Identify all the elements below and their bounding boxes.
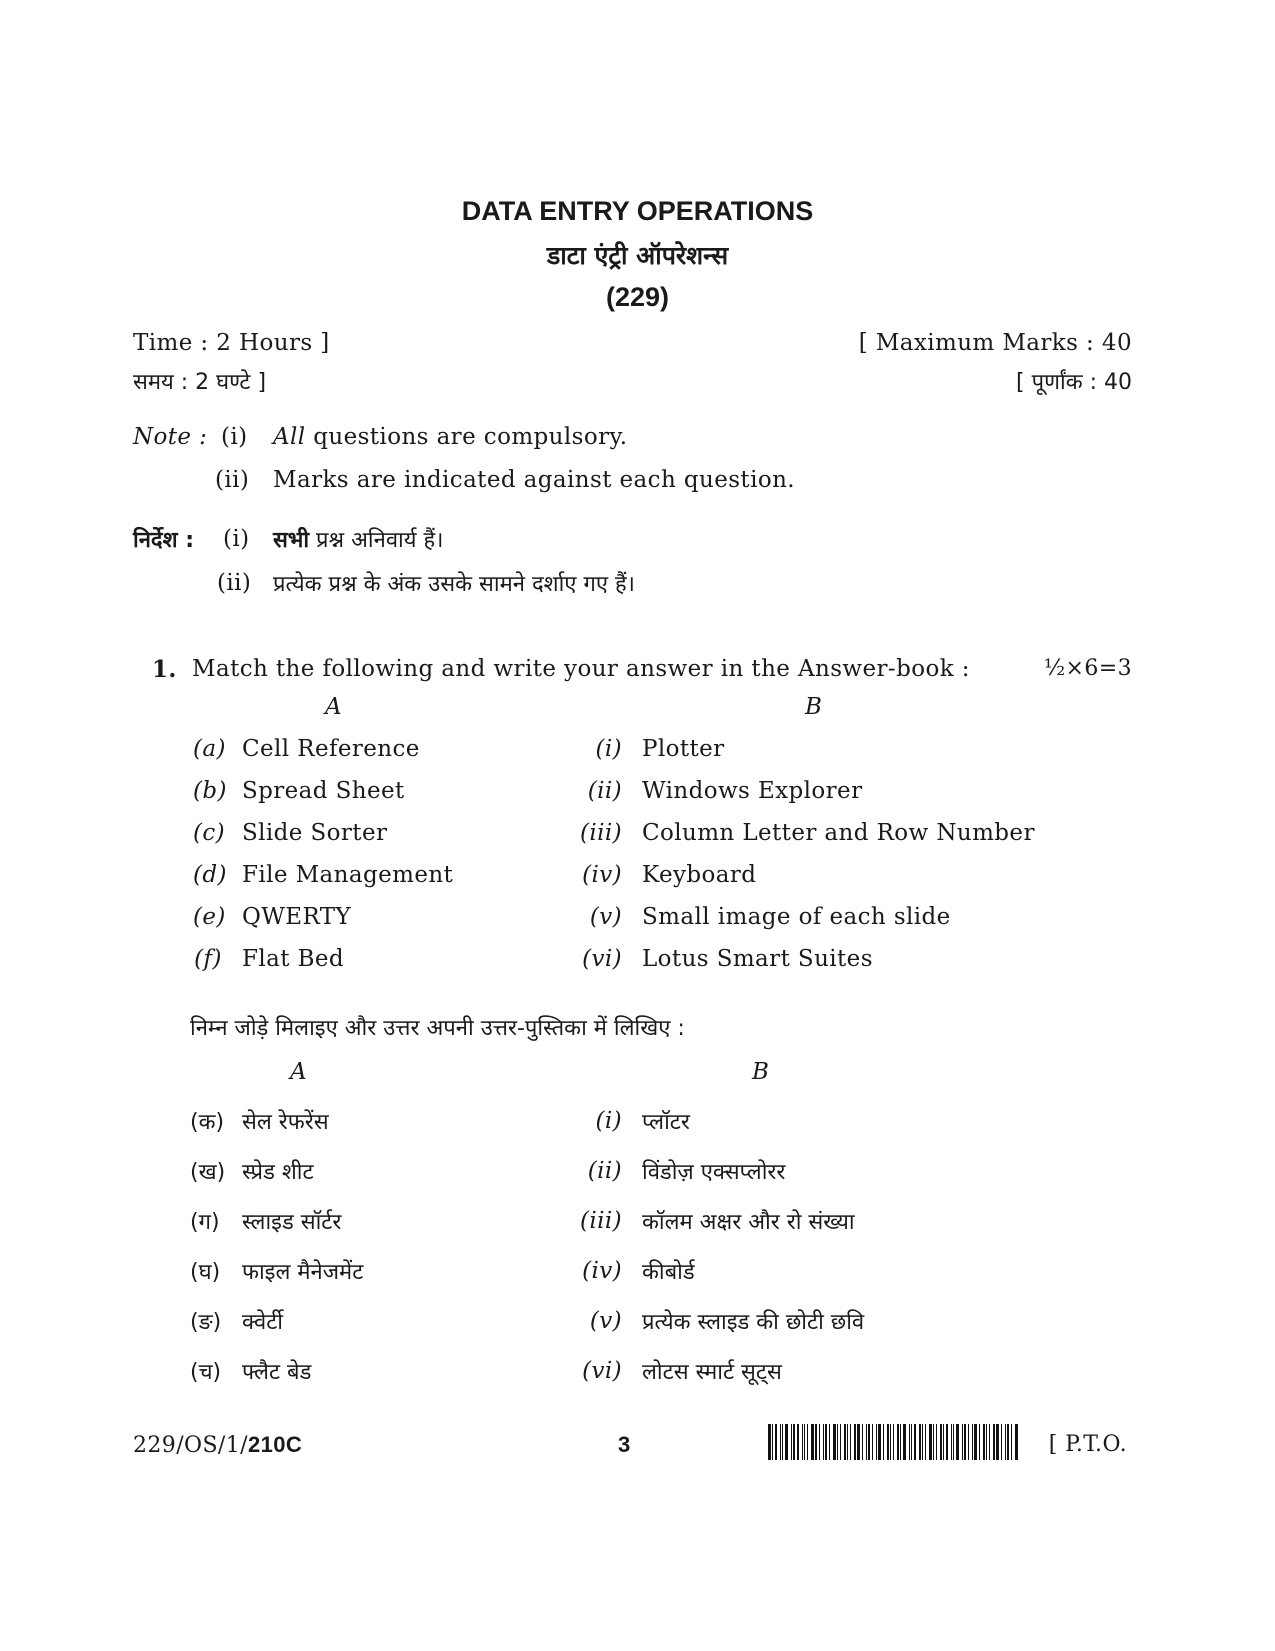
left-item-label: (b) bbox=[193, 778, 227, 804]
left-item-text-hindi: फाइल मैनेजमेंट bbox=[242, 1260, 364, 1285]
right-item-text-hindi: प्लॉटर bbox=[642, 1110, 690, 1135]
barcode-bar bbox=[782, 1424, 783, 1460]
barcode-bar bbox=[911, 1424, 912, 1460]
right-item-text-hindi: विंडोज़ एक्सप्लोरर bbox=[642, 1160, 786, 1185]
barcode-bar bbox=[943, 1424, 944, 1460]
left-item-label-hindi: (ख) bbox=[190, 1160, 226, 1185]
note-label-hindi: निर्देश : bbox=[133, 528, 195, 553]
column-b-header: B bbox=[805, 694, 823, 720]
right-item-label: (iii) bbox=[580, 820, 623, 846]
barcode-bar bbox=[974, 1424, 977, 1460]
paper-code: (229) bbox=[605, 282, 670, 312]
note-item-rest: questions are compulsory. bbox=[305, 424, 628, 450]
barcode-bar bbox=[862, 1424, 863, 1460]
barcode-bar bbox=[768, 1424, 771, 1460]
question-text: Match the following and write your answer in the Answer-book : bbox=[192, 656, 970, 682]
barcode-bar bbox=[847, 1424, 848, 1460]
barcode-bar bbox=[893, 1424, 894, 1460]
left-item-text-hindi: स्लाइड सॉर्टर bbox=[242, 1210, 342, 1235]
left-item-text: Flat Bed bbox=[242, 946, 345, 972]
right-item-text: Column Letter and Row Number bbox=[642, 820, 1035, 846]
right-item-label-hindi: (vi) bbox=[582, 1358, 622, 1384]
barcode-bar bbox=[956, 1424, 959, 1460]
barcode-bar bbox=[844, 1424, 846, 1460]
pto-label: [ P.T.O. bbox=[1048, 1432, 1127, 1457]
barcode-bar bbox=[825, 1424, 827, 1460]
right-item-label: (vi) bbox=[582, 946, 622, 972]
barcode-bar bbox=[815, 1424, 817, 1460]
barcode-bar bbox=[780, 1424, 781, 1460]
barcode-bar bbox=[857, 1424, 860, 1460]
barcode-bar bbox=[972, 1424, 973, 1460]
time-label: Time : 2 Hours ] bbox=[133, 330, 330, 356]
right-item-label: (v) bbox=[589, 904, 622, 930]
barcode-bar bbox=[785, 1424, 788, 1460]
barcode-bar bbox=[903, 1424, 906, 1460]
right-item-text-hindi: प्रत्येक स्लाइड की छोटी छवि bbox=[642, 1310, 865, 1335]
question-text-hindi: निम्न जोड़े मिलाइए और उत्तर अपनी उत्तर-पुस्तिका में लिखिए : bbox=[190, 1016, 685, 1041]
left-item-text: Cell Reference bbox=[242, 736, 420, 762]
barcode-bar bbox=[883, 1424, 884, 1460]
note-item-text bbox=[273, 424, 628, 450]
barcode-bar bbox=[823, 1424, 824, 1460]
note-item-num: (i) bbox=[223, 526, 250, 552]
left-item-text-hindi: क्वेर्टी bbox=[242, 1310, 284, 1335]
left-item-text: File Management bbox=[242, 862, 454, 888]
barcode-bar bbox=[986, 1424, 987, 1460]
barcode-bar bbox=[772, 1424, 773, 1460]
barcode-bar bbox=[833, 1424, 836, 1460]
left-item-label-hindi: (ङ) bbox=[190, 1310, 222, 1335]
right-item-label: (i) bbox=[595, 736, 622, 762]
right-item-text: Keyboard bbox=[642, 862, 757, 888]
barcode-bar bbox=[951, 1424, 952, 1460]
barcode-bar bbox=[922, 1424, 923, 1460]
note-item-num: (i) bbox=[221, 424, 248, 450]
barcode-bar bbox=[829, 1424, 830, 1460]
barcode-bar bbox=[807, 1424, 808, 1460]
right-item-label-hindi: (i) bbox=[595, 1108, 622, 1134]
barcode-bar bbox=[914, 1424, 916, 1460]
column-b-header-hindi: B bbox=[752, 1059, 770, 1085]
left-item-label: (d) bbox=[193, 862, 227, 888]
note-item-text-hindi: प्रत्येक प्रश्न के अंक उसके सामने दर्शाए गए हैं। bbox=[273, 572, 636, 597]
left-item-label-hindi: (ग) bbox=[190, 1210, 220, 1235]
barcode-bar bbox=[940, 1424, 942, 1460]
barcode-bar bbox=[1005, 1424, 1006, 1460]
note-item-emphasis-hindi: सभी bbox=[273, 528, 310, 553]
barcode-bar bbox=[1015, 1424, 1018, 1460]
barcode-bar bbox=[854, 1424, 856, 1460]
note-item-num: (ii) bbox=[217, 570, 252, 596]
barcode-bar bbox=[936, 1424, 937, 1460]
right-item-label-hindi: (ii) bbox=[587, 1158, 622, 1184]
paper-title: DATA ENTRY OPERATIONS bbox=[461, 196, 814, 226]
page-number: 3 bbox=[618, 1432, 631, 1457]
barcode-bar bbox=[933, 1424, 934, 1460]
barcode-bar bbox=[791, 1424, 792, 1460]
left-item-text: Slide Sorter bbox=[242, 820, 388, 846]
barcode-bar bbox=[797, 1424, 799, 1460]
barcode-bar bbox=[925, 1424, 926, 1460]
right-item-label-hindi: (v) bbox=[589, 1308, 622, 1334]
note-item-emphasis: All bbox=[273, 424, 306, 450]
barcode-bar bbox=[802, 1424, 803, 1460]
max-marks-label-hindi: [ पूर्णांक : 40 bbox=[1016, 370, 1132, 395]
barcode-bar bbox=[953, 1424, 954, 1460]
left-item-label: (a) bbox=[193, 736, 226, 762]
barcode-bar bbox=[811, 1424, 814, 1460]
right-item-label: (iv) bbox=[582, 862, 622, 888]
right-item-label: (ii) bbox=[587, 778, 622, 804]
barcode-bar bbox=[793, 1424, 795, 1460]
barcode-bar bbox=[993, 1424, 995, 1460]
column-a-header-hindi: A bbox=[290, 1059, 308, 1085]
barcode-bar bbox=[837, 1424, 838, 1460]
question-number: 1. bbox=[152, 656, 177, 683]
barcode-bar bbox=[900, 1424, 901, 1460]
barcode-bar bbox=[1007, 1424, 1009, 1460]
barcode-bar bbox=[897, 1424, 899, 1460]
barcode-bar bbox=[872, 1424, 873, 1460]
time-label-hindi: समय : 2 घण्टे ] bbox=[133, 370, 267, 395]
barcode-bar bbox=[909, 1424, 910, 1460]
barcode-bar bbox=[866, 1424, 867, 1460]
left-item-label: (c) bbox=[193, 820, 226, 846]
question-marks: ½×6=3 bbox=[1043, 656, 1132, 681]
right-item-text: Plotter bbox=[642, 736, 725, 762]
barcode-bar bbox=[996, 1424, 999, 1460]
note-item-text: Marks are indicated against each question. bbox=[273, 467, 795, 493]
column-a-header: A bbox=[325, 694, 343, 720]
barcode-bar bbox=[983, 1424, 985, 1460]
left-item-text: Spread Sheet bbox=[242, 778, 405, 804]
paper-series-code bbox=[133, 1432, 302, 1458]
paper-title-hindi: डाटा एंट्री ऑपरेशन्स bbox=[546, 241, 729, 270]
left-item-label-hindi: (च) bbox=[190, 1360, 222, 1385]
left-item-label-hindi: (घ) bbox=[190, 1260, 221, 1285]
left-item-label: (f) bbox=[194, 946, 222, 972]
barcode-bar bbox=[1001, 1424, 1002, 1460]
paper-series-bold: 210C bbox=[247, 1432, 303, 1457]
barcode-bar bbox=[919, 1424, 921, 1460]
barcode-bar bbox=[962, 1424, 963, 1460]
barcode-bar bbox=[887, 1424, 889, 1460]
right-item-text-hindi: कीबोर्ड bbox=[642, 1260, 695, 1285]
barcode-bar bbox=[819, 1424, 820, 1460]
barcode-bar bbox=[840, 1424, 841, 1460]
barcode-bar bbox=[964, 1424, 966, 1460]
note-label: Note : bbox=[133, 424, 208, 450]
left-item-text: QWERTY bbox=[242, 904, 352, 930]
left-item-text-hindi: स्प्रेड शीट bbox=[242, 1160, 314, 1185]
barcode-bar bbox=[1011, 1424, 1012, 1460]
right-item-text: Lotus Smart Suites bbox=[642, 946, 873, 972]
right-item-text: Small image of each slide bbox=[642, 904, 951, 930]
barcode-bar bbox=[929, 1424, 932, 1460]
barcode-bar bbox=[979, 1424, 980, 1460]
left-item-text-hindi: फ्लैट बेड bbox=[242, 1360, 312, 1385]
barcode-bar bbox=[890, 1424, 891, 1460]
left-item-label: (e) bbox=[193, 904, 226, 930]
right-item-text-hindi: लोटस स्मार्ट सूट्स bbox=[642, 1360, 782, 1385]
barcode-bar bbox=[876, 1424, 877, 1460]
left-item-label-hindi: (क) bbox=[190, 1110, 225, 1135]
max-marks-label: [ Maximum Marks : 40 bbox=[858, 330, 1132, 356]
barcode-bar bbox=[850, 1424, 851, 1460]
left-item-text-hindi: सेल रेफरेंस bbox=[242, 1110, 329, 1135]
right-item-label-hindi: (iii) bbox=[580, 1208, 623, 1234]
note-item-text-hindi bbox=[273, 524, 444, 554]
paper-series-prefix: 229/OS/1/ bbox=[133, 1433, 248, 1458]
barcode-bar bbox=[878, 1424, 881, 1460]
barcode-bar bbox=[946, 1424, 948, 1460]
right-item-label-hindi: (iv) bbox=[582, 1258, 622, 1284]
barcode-bar bbox=[968, 1424, 969, 1460]
note-item-num: (ii) bbox=[215, 467, 250, 493]
note-item-rest-hindi: प्रश्न अनिवार्य हैं। bbox=[309, 528, 444, 553]
barcode-bar bbox=[775, 1424, 777, 1460]
right-item-text: Windows Explorer bbox=[642, 778, 863, 804]
barcode-bar bbox=[804, 1424, 805, 1460]
barcode-bar bbox=[868, 1424, 870, 1460]
barcode-bar bbox=[989, 1424, 990, 1460]
right-item-text-hindi: कॉलम अक्षर और रो संख्या bbox=[642, 1210, 855, 1235]
barcode bbox=[768, 1424, 1019, 1460]
